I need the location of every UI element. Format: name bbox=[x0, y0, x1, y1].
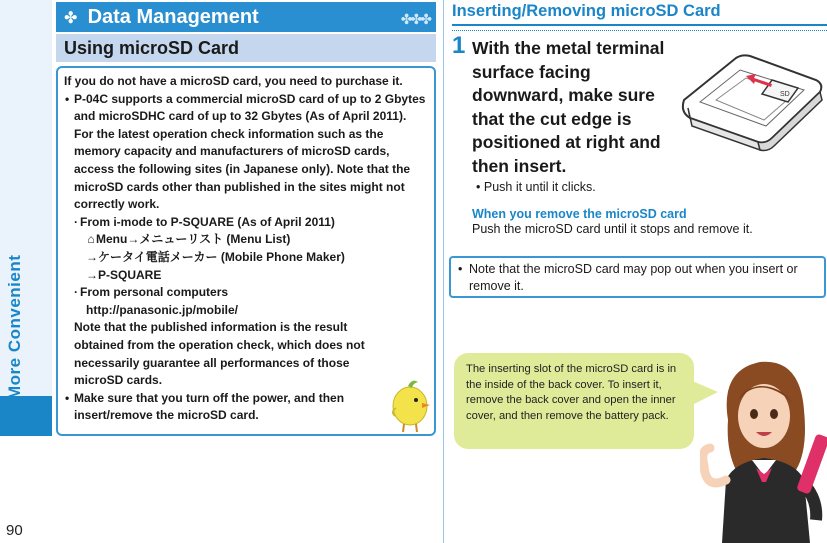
svg-text:SD: SD bbox=[780, 91, 790, 98]
imode-path-2: →ケータイ電話メーカー (Mobile Phone Maker) bbox=[86, 249, 345, 264]
info-box bbox=[449, 256, 826, 298]
chick-mascot-icon bbox=[386, 372, 438, 434]
imode-label: · From i-mode to P-SQUARE (As of April 2011) bbox=[64, 214, 428, 232]
speech-bubble: The inserting slot of the microSD card is in the inside of the back cover. To insert it, remove the back cover and open the inner cover, and then remove the battery pack. bbox=[454, 353, 694, 449]
flower-icon: ✤ bbox=[64, 10, 78, 27]
side-tab-marker bbox=[0, 396, 52, 436]
section-title: Data Management bbox=[87, 6, 259, 28]
step-sub-note: • Push it until it clicks. bbox=[476, 180, 596, 194]
remove-instruction: Push the microSD card until it stops and remove it. bbox=[472, 222, 753, 236]
page-number: 90 bbox=[6, 522, 23, 539]
imode-path-1: ⌂Menu→メニューリスト (Menu List) bbox=[64, 231, 428, 249]
dotted-separator bbox=[452, 30, 827, 31]
section-title-bar bbox=[56, 2, 436, 32]
note-bullet-supported-cards: • P-04C supports a commercial microSD card of up to 2 Gbytes and microSDHC card of up to 32 Gbytes (As of April 2011). bbox=[64, 91, 428, 126]
remove-title: When you remove the microSD card bbox=[472, 207, 687, 221]
chapter-label: More Convenient bbox=[5, 254, 24, 400]
guide-woman-illustration bbox=[700, 350, 827, 543]
pc-label: · From personal computers bbox=[64, 284, 428, 302]
menu-key-icon: ⌂ bbox=[87, 232, 95, 247]
note-bullet-power-off: • Make sure that you turn off the power, and then insert/remove the microSD card. bbox=[64, 390, 428, 425]
note-latest-info: For the latest operation check information such as the memory capacity and manufacturers of microSD cards, access the following sites (in Japanese only). Note that the microSD cards other than published in the sites might not correctly work. bbox=[74, 126, 411, 212]
subsection-title: Using microSD Card bbox=[56, 34, 436, 62]
right-section-header: Inserting/Removing microSD Card bbox=[452, 2, 721, 20]
flower-decoration-icon: ✤✤✤ bbox=[400, 11, 430, 27]
step-instruction: With the metal terminal surface facing downward, make sure that the cut edge is positioned at right and then insert. bbox=[472, 38, 665, 176]
imode-path-3: →P-SQUARE bbox=[86, 267, 162, 282]
step-number: 1 bbox=[452, 32, 466, 59]
pc-url: http://panasonic.jp/mobile/ bbox=[86, 302, 239, 317]
note-intro: If you do not have a microSD card, you need to purchase it. bbox=[64, 74, 403, 88]
note-box bbox=[56, 66, 436, 436]
header-underline bbox=[452, 24, 827, 26]
info-note: • Note that the microSD card may pop out when you insert or remove it. bbox=[457, 261, 818, 295]
column-divider bbox=[443, 0, 444, 543]
phone-slot-illustration bbox=[676, 40, 824, 155]
operation-note: Note that the published information is the result obtained from the operation check, which does not necessarily guarantee all performances of those microSD cards. bbox=[74, 320, 365, 388]
